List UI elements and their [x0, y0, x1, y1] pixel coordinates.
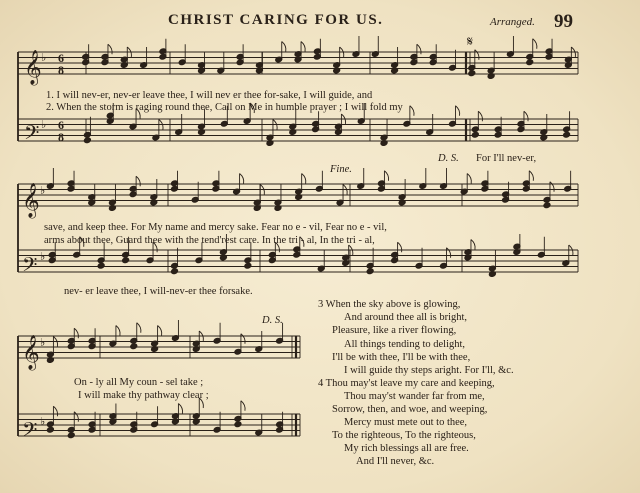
notehead	[471, 131, 479, 138]
verse-line: My rich blessings all are free.	[344, 443, 469, 454]
notehead	[234, 421, 242, 428]
verse-1-lyric-line: save, and keep thee. For My name and mercy sake. Fear no e - vil, Fear no e - vil,	[44, 222, 387, 233]
note-flag	[74, 412, 78, 422]
verse-line: Sorrow, then, and woe, and weeping,	[332, 404, 488, 415]
notehead	[563, 131, 571, 138]
note-flag	[475, 50, 479, 60]
verse-line: I will guide thy steps aright. For I'll, &c.	[344, 365, 514, 376]
note-flag	[529, 171, 533, 181]
flat-sign: ♭	[40, 415, 46, 428]
verse-2-lyric-line: arms about thee, Guard thee with the tend'rest care. In the tri - al, In the tri - al,	[44, 235, 375, 246]
flat-sign: ♭	[41, 51, 47, 64]
note-flag	[302, 174, 306, 184]
notehead	[468, 70, 476, 77]
segno-icon: 𝄋	[467, 34, 474, 50]
page-number: 99	[554, 11, 573, 32]
verse-line: And around thee all is bright,	[344, 312, 468, 323]
time-signature-top: 6	[58, 118, 64, 132]
note-flag	[478, 111, 482, 121]
note-flag	[417, 44, 421, 54]
bass-clef-icon: 𝄢	[22, 418, 38, 446]
flat-sign: ♭	[40, 250, 46, 263]
verse-2-lyric-line: I will make thy pathway clear ;	[78, 390, 209, 401]
notehead	[67, 432, 75, 439]
note-flag	[301, 42, 305, 52]
note-flag	[398, 242, 402, 252]
dal-segno-mark: D. S.	[262, 315, 283, 326]
note-flag	[74, 328, 78, 338]
verse-1-lyric-line: On - ly all My coun - sel take ;	[74, 377, 204, 388]
note-flag	[116, 326, 120, 336]
treble-clef-icon: 𝄞	[22, 183, 40, 218]
flat-sign: ♭	[41, 118, 47, 131]
verse-1-lyric-line: 1. I will nev-er, nev-er leave thee, I will nev er thee for-sake, I will guide, and	[46, 90, 373, 101]
verse-line: 3 When the sky above is glowing,	[318, 299, 461, 310]
flat-sign: ♭	[40, 336, 46, 349]
bass-lyric-line: nev- er leave thee, I will-nev-er thee forsake.	[64, 286, 253, 297]
notehead	[130, 343, 138, 350]
note-flag	[108, 44, 112, 54]
verse-line: 4 Thou may'st leave my care and keeping,	[318, 378, 495, 389]
note-flag	[467, 174, 471, 184]
verse-line: All things tending to delight,	[344, 339, 466, 350]
bass-clef-icon: 𝄢	[24, 121, 40, 149]
bass-clef-icon: 𝄢	[22, 253, 38, 281]
treble-clef-icon: 𝄞	[22, 335, 40, 370]
notehead	[83, 137, 91, 144]
notehead	[526, 59, 534, 66]
notehead	[171, 268, 179, 275]
note-flag	[241, 334, 245, 344]
note-flag	[550, 182, 554, 192]
verse-line: To the righteous, To the righteous,	[332, 430, 476, 441]
time-signature-bottom: 8	[58, 63, 64, 77]
notehead	[46, 426, 54, 433]
note-flag	[178, 404, 182, 414]
notehead	[543, 202, 551, 209]
notehead	[366, 268, 374, 275]
verse-line: Pleasure, like a river flowing,	[332, 325, 457, 336]
note-flag	[471, 240, 475, 250]
note-flag	[240, 174, 244, 184]
verse-line: Mercy must mete out to thee,	[344, 417, 468, 428]
note-flag	[524, 111, 528, 121]
arrangement-note: Arranged.	[490, 16, 535, 28]
note-flag	[533, 39, 537, 49]
note-flag	[282, 42, 286, 52]
note-flag	[410, 106, 414, 116]
verse-line: Thou may'st wander far from me,	[344, 391, 485, 402]
verse-line: And I'll never, &c.	[356, 456, 435, 467]
note-flag	[456, 106, 460, 116]
note-flag	[384, 171, 388, 181]
note-flag	[447, 248, 451, 258]
verse-2-lyric-line: 2. When the storm is raging round thee, Call on Me in humble prayer ; I will fold my	[46, 102, 403, 113]
bass-lyric-line: For I'll nev-er,	[476, 153, 537, 164]
verse-line: I'll be with thee, I'll be with thee,	[332, 352, 471, 363]
hymn-title: CHRIST CARING FOR US.	[168, 12, 384, 28]
note-flag	[241, 401, 245, 411]
treble-clef-icon: 𝄞	[24, 50, 42, 85]
time-signature-top: 6	[58, 51, 64, 65]
time-signature-bottom: 8	[58, 130, 64, 144]
notehead	[122, 257, 130, 264]
dal-segno-mark: D. S.	[438, 153, 459, 164]
note-flag	[136, 176, 140, 186]
notehead	[97, 262, 105, 269]
flat-sign: ♭	[40, 184, 46, 197]
note-flag	[158, 326, 162, 336]
note-flag	[137, 323, 141, 333]
notehead	[244, 262, 252, 269]
fine-mark: Fine.	[330, 164, 352, 175]
note-flag	[53, 406, 57, 416]
